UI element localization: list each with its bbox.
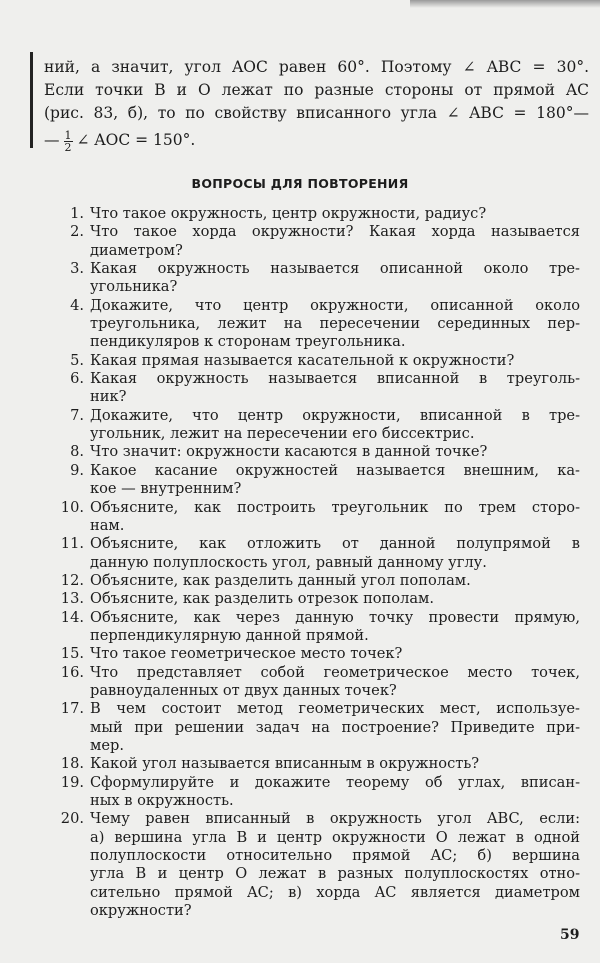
question-item xyxy=(52,499,580,536)
question-line: равноудаленных от двух данных точек? xyxy=(90,681,397,699)
question-line: Что такое хорда окружности? Какая хорда называется xyxy=(90,223,580,241)
page-number: 59 xyxy=(560,927,580,943)
question-item xyxy=(52,572,580,590)
question-text xyxy=(90,645,580,663)
fraction xyxy=(64,130,73,153)
question-number: 8. xyxy=(70,443,84,461)
question-line: Какая окружность называется описанной около тре- xyxy=(90,260,580,278)
question-item xyxy=(52,755,580,773)
question-number: 7. xyxy=(70,406,84,424)
margin-bar xyxy=(30,52,33,148)
scan-shadow xyxy=(410,0,600,8)
question-number: 5. xyxy=(70,351,84,369)
question-line: полуплоскости относительно прямой AC; б) вершина xyxy=(90,847,580,865)
question-line: Что представляет собой геометрическое место точек, xyxy=(90,663,580,681)
question-number: 2. xyxy=(70,223,84,241)
question-text xyxy=(90,535,580,572)
fraction-denominator: 2 xyxy=(64,140,72,154)
question-text xyxy=(90,370,580,407)
question-text xyxy=(90,572,580,590)
question-line: В чем состоит метод геометрических мест, используе- xyxy=(90,700,580,718)
question-line: Какая окружность называется вписанной в треуголь- xyxy=(90,370,580,388)
question-text xyxy=(90,260,580,297)
question-item xyxy=(52,774,580,811)
question-line: мер. xyxy=(90,736,124,754)
question-line: Что такое геометрическое место точек? xyxy=(90,645,403,663)
question-line: Объясните, как построить треугольник по трем сторо- xyxy=(90,498,580,516)
question-item xyxy=(52,443,580,461)
question-number: 3. xyxy=(70,260,84,278)
question-item xyxy=(52,260,580,297)
question-line: Объясните, как отложить от данной полупрямой в xyxy=(90,535,580,553)
question-line: перпендикулярную данной прямой. xyxy=(90,626,369,644)
question-text xyxy=(90,774,580,811)
question-item xyxy=(52,297,580,352)
question-line: Какой угол называется вписанным в окружность? xyxy=(90,755,480,773)
question-line: кое — внутренним? xyxy=(90,480,242,498)
question-line: угла B и центр O лежат в разных полуплоскостях отно- xyxy=(90,865,580,883)
question-number: 14. xyxy=(60,608,84,626)
question-number: 15. xyxy=(60,645,84,663)
question-item xyxy=(52,370,580,407)
question-number: 11. xyxy=(60,535,84,553)
question-line: Сформулируйте и докажите теорему об углах, вписан- xyxy=(90,773,580,791)
question-text xyxy=(90,664,580,701)
question-number: 4. xyxy=(70,296,84,314)
question-number: 12. xyxy=(60,571,84,589)
question-number: 6. xyxy=(70,370,84,388)
question-line: ных в окружность. xyxy=(90,792,234,809)
question-number: 18. xyxy=(60,755,84,773)
question-number: 13. xyxy=(60,590,84,608)
question-line: Что значит: окружности касаются в данной точке? xyxy=(90,443,488,461)
question-line: а) вершина угла B и центр окружности O лежат в одной xyxy=(90,828,580,846)
question-line: Чему равен вписанный в окружность угол ABC, если: xyxy=(90,810,580,828)
question-line: нам. xyxy=(90,516,125,534)
question-line: треугольника, лежит на пересечении серединных пер- xyxy=(90,315,580,333)
questions-list xyxy=(52,205,580,920)
section-heading: ВОПРОСЫ ДЛЯ ПОВТОРЕНИЯ xyxy=(191,176,409,191)
question-text xyxy=(90,755,580,773)
question-line: сительно прямой AC; в) хорда AC является диаметром xyxy=(90,883,580,901)
fraction-numerator: 1 xyxy=(64,128,72,142)
minus-sign: — xyxy=(44,131,60,149)
intro-line: (рис. 83, б), то по свойству вписанного угла ∠ ABC = 180°— xyxy=(44,104,589,122)
question-number: 1. xyxy=(70,205,84,222)
question-line: данную полуплоскость угол, равный данному углу. xyxy=(90,553,487,571)
question-line: мый при решении задач на построение? Приведите при- xyxy=(90,718,580,736)
question-item xyxy=(52,535,580,572)
question-text xyxy=(90,407,580,444)
intro-paragraph xyxy=(44,56,589,153)
question-number: 19. xyxy=(60,773,84,791)
question-line: Докажите, что центр окружности, описанной около xyxy=(90,296,580,314)
question-item xyxy=(52,223,580,260)
question-text xyxy=(90,609,580,646)
question-line: Докажите, что центр окружности, вписанной в тре- xyxy=(90,406,580,424)
question-item xyxy=(52,700,580,755)
question-line: диаметром? xyxy=(90,241,183,259)
question-line: Объясните, как разделить отрезок пополам. xyxy=(90,590,435,608)
question-item xyxy=(52,352,580,370)
question-line: Что такое окружность, центр окружности, радиус? xyxy=(90,205,487,222)
question-line: Какая прямая называется касательной к окружности? xyxy=(90,351,515,369)
question-text xyxy=(90,443,580,461)
question-item xyxy=(52,645,580,663)
question-text xyxy=(90,223,580,260)
question-text xyxy=(90,590,580,608)
question-text xyxy=(90,352,580,370)
question-item xyxy=(52,462,580,499)
question-number: 10. xyxy=(60,498,84,516)
question-text xyxy=(90,205,580,223)
question-line: Объясните, как через данную точку провести прямую, xyxy=(90,608,580,626)
question-item xyxy=(52,590,580,608)
formula-tail: ∠ AOC = 150°. xyxy=(76,131,196,149)
question-item xyxy=(52,664,580,701)
intro-line: ний, а значит, угол AOC равен 60°. Поэтому ∠ ABC = 30°. xyxy=(44,58,589,76)
question-text xyxy=(90,810,580,920)
question-item xyxy=(52,810,580,920)
question-line: Объясните, как разделить данный угол пополам. xyxy=(90,571,471,589)
question-line: Какое касание окружностей называется внешним, ка- xyxy=(90,461,580,479)
question-text xyxy=(90,499,580,536)
question-line: угольник, лежит на пересечении его биссектрис. xyxy=(90,425,475,443)
question-item xyxy=(52,205,580,223)
question-text xyxy=(90,297,580,352)
question-line: угольника? xyxy=(90,278,178,296)
question-item xyxy=(52,609,580,646)
intro-line-formula xyxy=(44,129,589,153)
question-line: окружности? xyxy=(90,902,192,920)
question-number: 16. xyxy=(60,663,84,681)
question-text xyxy=(90,700,580,755)
question-number: 9. xyxy=(70,461,84,479)
question-item xyxy=(52,407,580,444)
intro-line: Если точки B и O лежат по разные стороны от прямой AC xyxy=(44,81,589,99)
question-line: пендикуляров к сторонам треугольника. xyxy=(90,333,406,351)
question-number: 17. xyxy=(60,700,84,718)
question-number: 20. xyxy=(60,810,84,828)
question-text xyxy=(90,462,580,499)
question-line: ник? xyxy=(90,388,127,406)
